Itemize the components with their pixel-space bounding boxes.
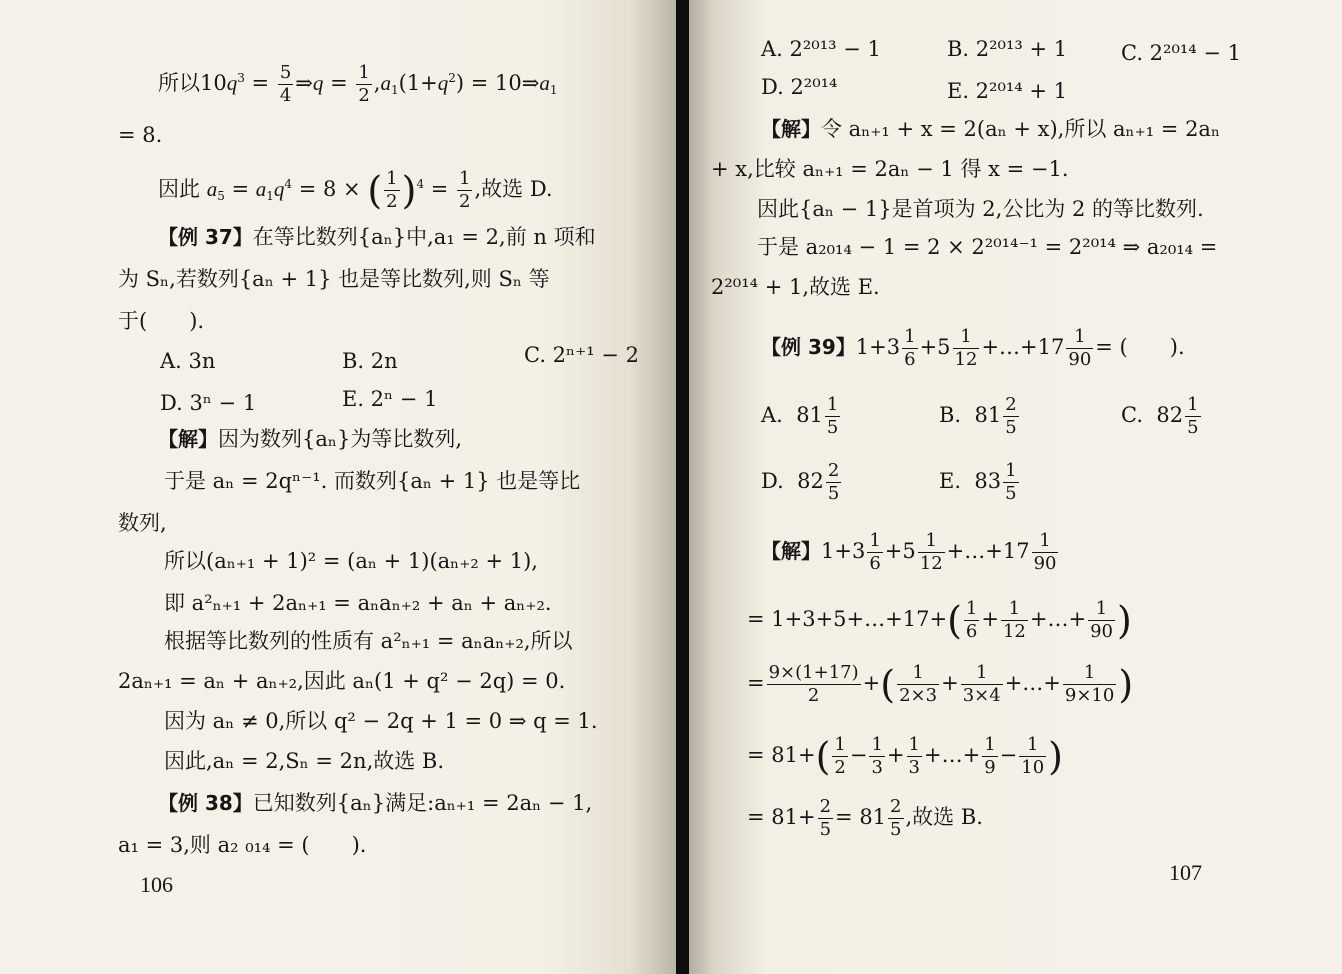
- text-line: 于( ).: [118, 309, 205, 333]
- text-line: 因此 $a_5 = a_1q^4 = 8$ × ( $\frac{1}{2}$ )$^4$ = $\frac{1}{2}$ ,故选 D.: [158, 168, 553, 213]
- option-c: C. 2ⁿ⁺¹ − 2: [524, 343, 639, 367]
- book-gutter: [676, 0, 689, 974]
- option-a: A. 2²⁰¹³ − 1: [761, 37, 881, 61]
- text-line: 因为 aₙ ≠ 0,所以 q² − 2q + 1 = 0 ⇒ q = 1.: [164, 709, 598, 733]
- option-b: B. 2n: [342, 349, 398, 373]
- equation-line: = $\frac{9\times(1+17)}{2}$ +( $\frac{1}{2\times 3}$ + $\frac{1}{3\times 4}$ +…+ $\frac{1}{9\times 10}$ ): [747, 662, 1134, 707]
- option-c: C. 2²⁰¹⁴ − 1: [1121, 41, 1242, 65]
- example-38-heading: 【例 38】已知数列{aₙ}满足:aₙ₊₁ = 2aₙ − 1,: [158, 791, 593, 815]
- example-37-heading: 【例 37】在等比数列{aₙ}中,a₁ = 2,前 n 项和: [158, 225, 596, 249]
- text-line: 即 a²ₙ₊₁ + 2aₙ₊₁ = aₙaₙ₊₂ + aₙ + aₙ₊₂.: [164, 591, 552, 615]
- text-line: 数列,: [118, 511, 167, 535]
- option-d: D. 82 $\frac{2}{5}$: [761, 460, 840, 504]
- right-page: [689, 0, 1342, 974]
- page-number: 107: [1169, 860, 1202, 885]
- text-line: 因此,aₙ = 2,Sₙ = 2n,故选 B.: [164, 749, 445, 773]
- option-b: B. 2²⁰¹³ + 1: [947, 37, 1068, 61]
- example-39-heading: 【例 39】1+3 $\frac{1}{6}$ +5 $\frac{1}{12}$ +…+17 $\frac{1}{90}$ = ( ).: [761, 326, 1185, 370]
- text-line: 所以$10q^3$ = $\frac{5}{4}$ ⇒q = $\frac{1}{2}$ $,a_1(1+q^2)$ = $10\Rightarrow a_1$: [158, 62, 558, 106]
- text-line: + x,比较 aₙ₊₁ = 2aₙ − 1 得 x = −1.: [711, 157, 1069, 181]
- option-c: C. 82 $\frac{1}{5}$: [1121, 394, 1199, 438]
- text-line: a₁ = 3,则 a₂ ₀₁₄ = ( ).: [118, 833, 367, 857]
- text-line: 2aₙ₊₁ = aₙ + aₙ₊₂,因此 aₙ(1 + q² − 2q) = 0.: [118, 669, 566, 693]
- text-line: 根据等比数列的性质有 a²ₙ₊₁ = aₙaₙ₊₂,所以: [164, 629, 573, 653]
- option-e: E. 2ⁿ − 1: [342, 387, 438, 411]
- page-number: 106: [140, 872, 173, 897]
- option-e: E. 83 $\frac{1}{5}$: [939, 460, 1017, 504]
- option-a: A. 3n: [160, 349, 216, 373]
- text-line: 所以(aₙ₊₁ + 1)² = (aₙ + 1)(aₙ₊₂ + 1),: [164, 549, 538, 573]
- option-b: B. 81 $\frac{2}{5}$: [939, 394, 1017, 438]
- option-d: D. 2²⁰¹⁴: [761, 75, 838, 99]
- text-line: 于是 aₙ = 2qⁿ⁻¹. 而数列{aₙ + 1} 也是等比: [164, 469, 581, 493]
- text-line: 为 Sₙ,若数列{aₙ + 1} 也是等比数列,则 Sₙ 等: [118, 267, 550, 291]
- solution-38: 【解】令 aₙ₊₁ + x = 2(aₙ + x),所以 aₙ₊₁ = 2aₙ: [761, 117, 1221, 141]
- equation-line: = 81+ $\frac{2}{5}$ = 81 $\frac{2}{5}$ ,故选 B.: [747, 796, 983, 840]
- option-e: E. 2²⁰¹⁴ + 1: [947, 79, 1068, 103]
- equation-line: = 1+3+5+…+17+( $\frac{1}{6}$ + $\frac{1}{12}$ +…+ $\frac{1}{90}$ ): [747, 598, 1132, 643]
- option-d: D. 3ⁿ − 1: [160, 391, 257, 415]
- solution-37: 【解】因为数列{aₙ}为等比数列,: [158, 427, 463, 451]
- text-line: 于是 a₂₀₁₄ − 1 = 2 × 2²⁰¹⁴⁻¹ = 2²⁰¹⁴ ⇒ a₂₀₁₄ =: [757, 235, 1218, 259]
- solution-39: 【解】1+3 $\frac{1}{6}$ +5 $\frac{1}{12}$ +…+17 $\frac{1}{90}$: [761, 530, 1057, 574]
- text-line: 因此{aₙ − 1}是首项为 2,公比为 2 的等比数列.: [757, 197, 1204, 221]
- equation-line: = 81+( $\frac{1}{2}$ − $\frac{1}{3}$ + $\frac{1}{3}$ +…+ $\frac{1}{9}$ − $\frac{1}{10}$ ): [747, 734, 1063, 779]
- text-line: = 8.: [118, 123, 163, 147]
- option-a: A. 81 $\frac{1}{5}$: [761, 394, 839, 438]
- text-line: 2²⁰¹⁴ + 1,故选 E.: [711, 275, 880, 299]
